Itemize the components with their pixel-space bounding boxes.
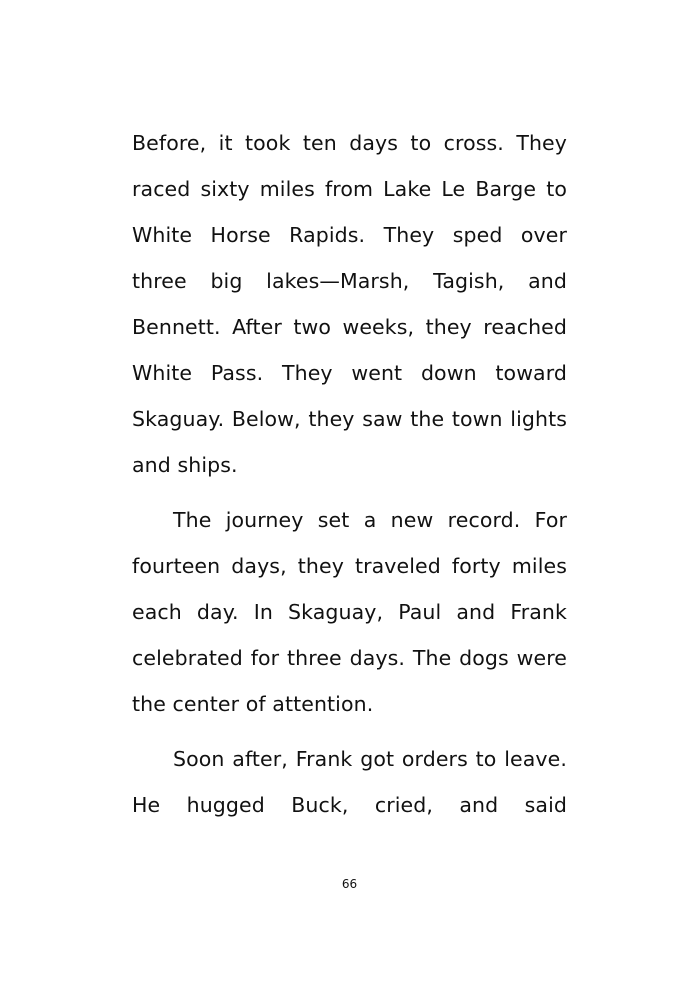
page-number: 66 — [341, 877, 358, 891]
paragraph-1: Before, it took ten days to cross. They raced sixty miles from Lake Le Barge to White Horse Rapids. They sped over three big lakes—Marsh, Tagish, and Bennett. After two weeks, they reached White Pass. They went down toward Skaguay. Below, they saw the town lights and ships. — [132, 131, 567, 477]
paragraph-3: Soon after, Frank got orders to leave. He hugged Buck, cried, and said — [132, 747, 567, 817]
paragraph-2: The journey set a new record. For fourteen days, they traveled forty miles each day. In Skaguay, Paul and Frank celebrated for three days. The dogs were the center of attention. — [132, 508, 567, 716]
body-text — [132, 120, 567, 837]
